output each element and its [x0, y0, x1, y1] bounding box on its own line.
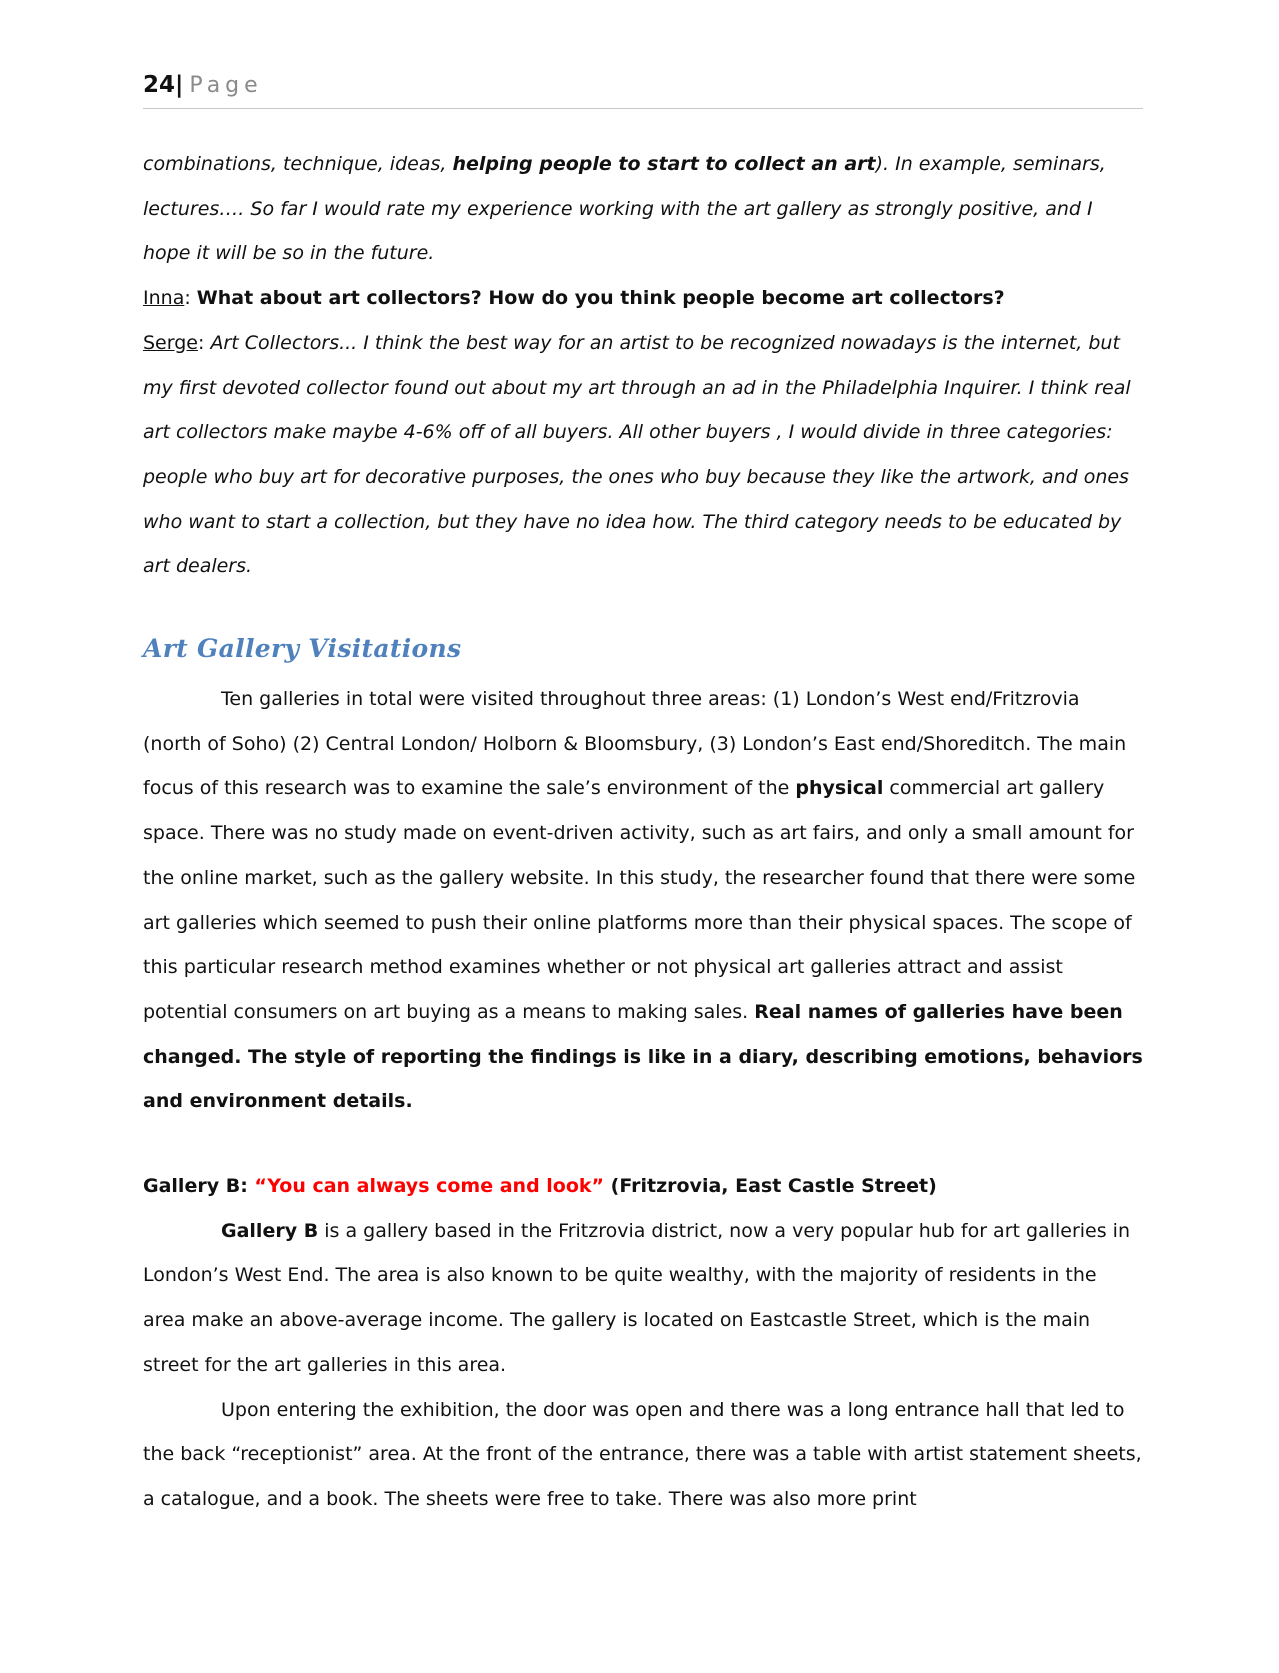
section-bold-word: physical	[795, 777, 884, 800]
gallery-b-location: (Fritzrovia, East Castle Street)	[604, 1175, 937, 1198]
section-paragraph	[143, 677, 1143, 1124]
inna-question-line	[143, 276, 1143, 321]
gallery-b-paragraph-1	[143, 1209, 1143, 1388]
interview-bold-phrase: helping people to start to collect an art	[452, 153, 876, 175]
page-content	[143, 142, 1143, 1522]
serge-answer-paragraph	[143, 321, 1143, 589]
speaker-serge: Serge	[143, 331, 198, 354]
speaker-inna: Inna	[143, 287, 185, 310]
gallery-b-quote: “You can always come and look”	[254, 1175, 605, 1198]
section-heading: Art Gallery Visitations	[143, 634, 462, 664]
interview-paragraph-continued	[143, 142, 1143, 276]
serge-answer: Art Collectors... I think the best way for an artist to be recognized nowadays is the internet, but my first devoted collector found out about my art through an ad in the Philadelphia Inquirer. I think real art collectors make maybe 4-6% off of all buyers. All other buyers , I would divide in three categories: people who buy art for decorative purposes, the ones who buy because they like the artwork, and ones who want to start a collection, but they have no idea how. The third category needs to be educated by art dealers.	[143, 331, 1131, 578]
section-bold-note: Real names of galleries have been changed. The style of reporting the findings is like in a diary, describing emotions, behaviors and environment details.	[143, 1000, 1143, 1113]
speaker-colon: :	[184, 287, 197, 310]
inna-question: What about art collectors? How do you think people become art collectors?	[196, 287, 1005, 310]
section-text-part2: commercial art gallery space. There was no study made on event-driven activity, such as art fairs, and only a small amount for the online market, such as the gallery website. In this study, the researcher found that there were some art galleries which seemed to push their online platforms more than their physical spaces. The scope of this particular research method examines whether or not physical art galleries attract and assist potential consumers on art buying as a means to making sales.	[143, 777, 1136, 1023]
gallery-b-heading	[143, 1164, 1143, 1209]
gallery-b-label: Gallery B	[143, 1175, 241, 1198]
interview-text-part1: combinations, technique, ideas,	[143, 153, 453, 175]
gallery-b-text-1: is a gallery based in the Fritzrovia district, now a very popular hub for art galleries in London’s West End. The area is also known to be quite wealthy, with the majority of residents in the area make an above-average income. The gallery is located on Eastcastle Street, which is the main street for the art galleries in this area.	[143, 1219, 1130, 1376]
gallery-b-paragraph-2: Upon entering the exhibition, the door was open and there was a long entrance hall that led to the back “receptionist” area. At the front of the entrance, there was a table with artist statement sheets, a catalogue, and a book. The sheets were free to take. There was also more print	[143, 1398, 1142, 1510]
gallery-b-name-bold: Gallery B	[221, 1219, 319, 1242]
gallery-b-colon: :	[240, 1175, 255, 1198]
interview-text-part2: ). In example, seminars, lectures…. So far I would rate my experience working with the art gallery as strongly positive, and I hope it will be so in the future.	[143, 153, 1106, 265]
page-header	[143, 72, 1143, 109]
page-number-separator: |	[175, 72, 184, 98]
page-number: 24	[143, 72, 176, 98]
page-label: Page	[189, 73, 263, 98]
section-text-part1: Ten galleries in total were visited throughout three areas: (1) London’s West end/Fritzrovia (north of Soho) (2) Central London/ Holborn & Bloomsbury, (3) London’s East end/Shoreditch. The main focus of this research was to examine the sale’s environment of the	[143, 688, 1127, 800]
speaker-colon: :	[197, 331, 211, 354]
